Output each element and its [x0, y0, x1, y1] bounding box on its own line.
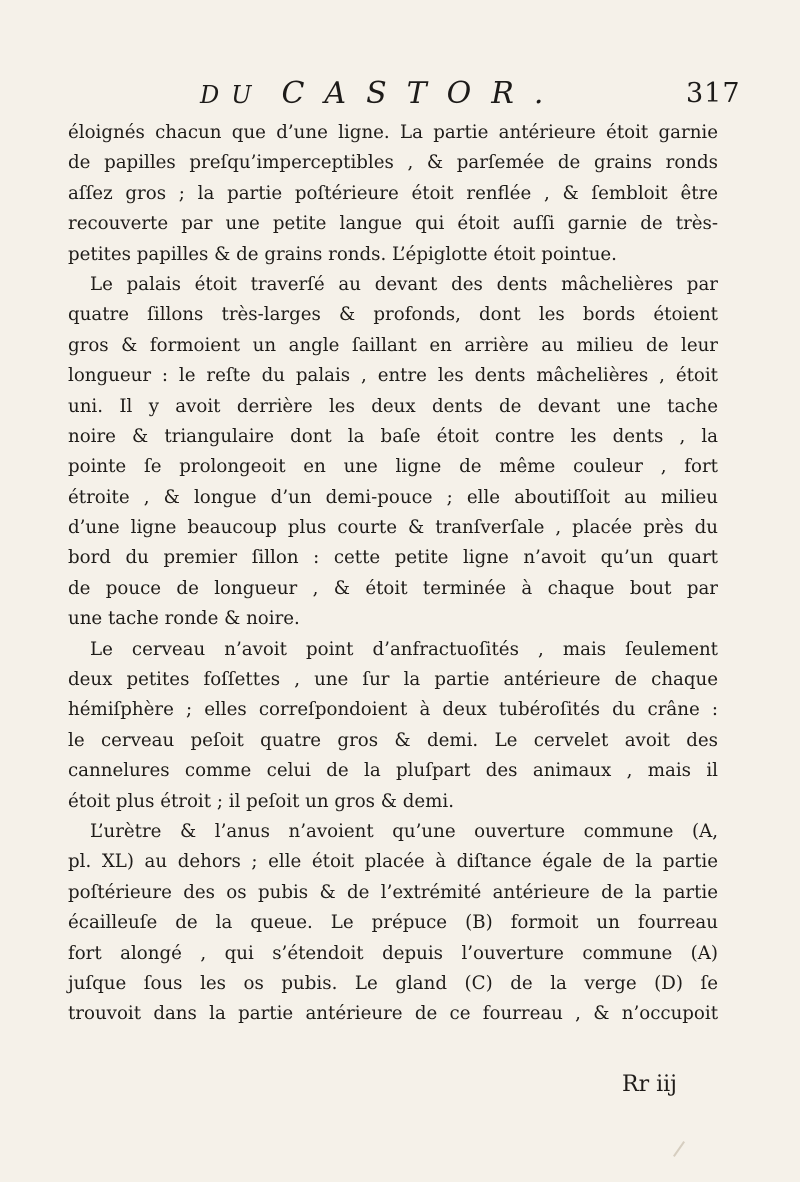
text-line: une tache ronde & noire.: [68, 608, 300, 630]
running-title-du: DU: [200, 81, 264, 109]
text-line: Le palais étoit traverſé au devant des dents mâchelières par: [90, 273, 718, 295]
text-line: quatre ſillons très-larges & profonds, dont les bords étoient: [68, 304, 718, 326]
signature-mark: Rr iij: [622, 1072, 677, 1097]
text-line: étroite , & longue d’un demi-pouce ; elle aboutiſſoit au milieu: [68, 486, 718, 508]
text-line: juſque ſous les os pubis. Le gland (C) de la verge (D) ſe: [68, 972, 718, 994]
text-line: bord du premier ſillon : cette petite ligne n’avoit qu’un quart: [68, 547, 718, 569]
text-line: gros & formoient un angle ſaillant en arrière au milieu de leur: [68, 334, 718, 356]
page-header: [0, 70, 800, 116]
text-line: longueur : le reſte du palais , entre les dents mâchelières , étoit: [68, 365, 718, 387]
text-line: petites papilles & de grains ronds. L’épiglotte étoit pointue.: [68, 243, 617, 265]
text-line: noire & triangulaire dont la baſe étoit contre les dents , la: [68, 425, 718, 447]
text-line: aſſez gros ; la partie poſtérieure étoit renflée , & ſembloit être: [68, 182, 718, 204]
text-line: trouvoit dans la partie antérieure de ce fourreau , & n’occupoit: [68, 1003, 718, 1025]
text-line: éloignés chacun que d’une ligne. La partie antérieure étoit garnie: [68, 122, 718, 143]
text-line: écailleuſe de la queue. Le prépuce (B) formoit un fourreau: [68, 912, 718, 934]
text-line: de pouce de longueur , & étoit terminée à chaque bout par: [68, 577, 718, 599]
text-line: recouverte par une petite langue qui étoit auſſi garnie de très-: [68, 213, 718, 235]
text-line: le cerveau peſoit quatre gros & demi. Le cervelet avoit des: [68, 729, 718, 751]
text-line: Le cerveau n’avoit point d’anfractuoſités , mais ſeulement: [90, 638, 718, 660]
text-line: poſtérieure des os pubis & de l’extrémité antérieure de la partie: [68, 881, 718, 903]
page-number: 317: [686, 78, 741, 109]
body-text: [68, 118, 718, 1030]
text-line: pointe ſe prolongeoit en une ligne de même couleur , fort: [68, 456, 718, 478]
running-title: [200, 76, 563, 111]
text-line: deux petites foſſettes , une ſur la partie antérieure de chaque: [68, 669, 718, 691]
paper-mark: [673, 1141, 685, 1157]
text-line: cannelures comme celui de la pluſpart des animaux , mais il: [68, 760, 718, 782]
text-line: pl. XL) au dehors ; elle étoit placée à diſtance égale de la partie: [68, 851, 718, 873]
text-line: fort alongé , qui s’étendoit depuis l’ouverture commune (A): [68, 942, 718, 964]
text-line: hémiſphère ; elles correſpondoient à deux tubéroſités du crâne :: [68, 699, 718, 721]
text-line: L’urètre & l’anus n’avoient qu’une ouverture commune (A,: [90, 820, 718, 842]
text-line: de papilles preſqu’imperceptibles , & parſemée de grains ronds: [68, 152, 718, 174]
text-line: étoit plus étroit ; il peſoit un gros & demi.: [68, 790, 454, 812]
text-line: d’une ligne beaucoup plus courte & tranſverſale , placée près du: [68, 517, 718, 539]
running-title-castor: CASTOR.: [281, 76, 564, 111]
text-line: uni. Il y avoit derrière les deux dents de devant une tache: [68, 395, 718, 417]
